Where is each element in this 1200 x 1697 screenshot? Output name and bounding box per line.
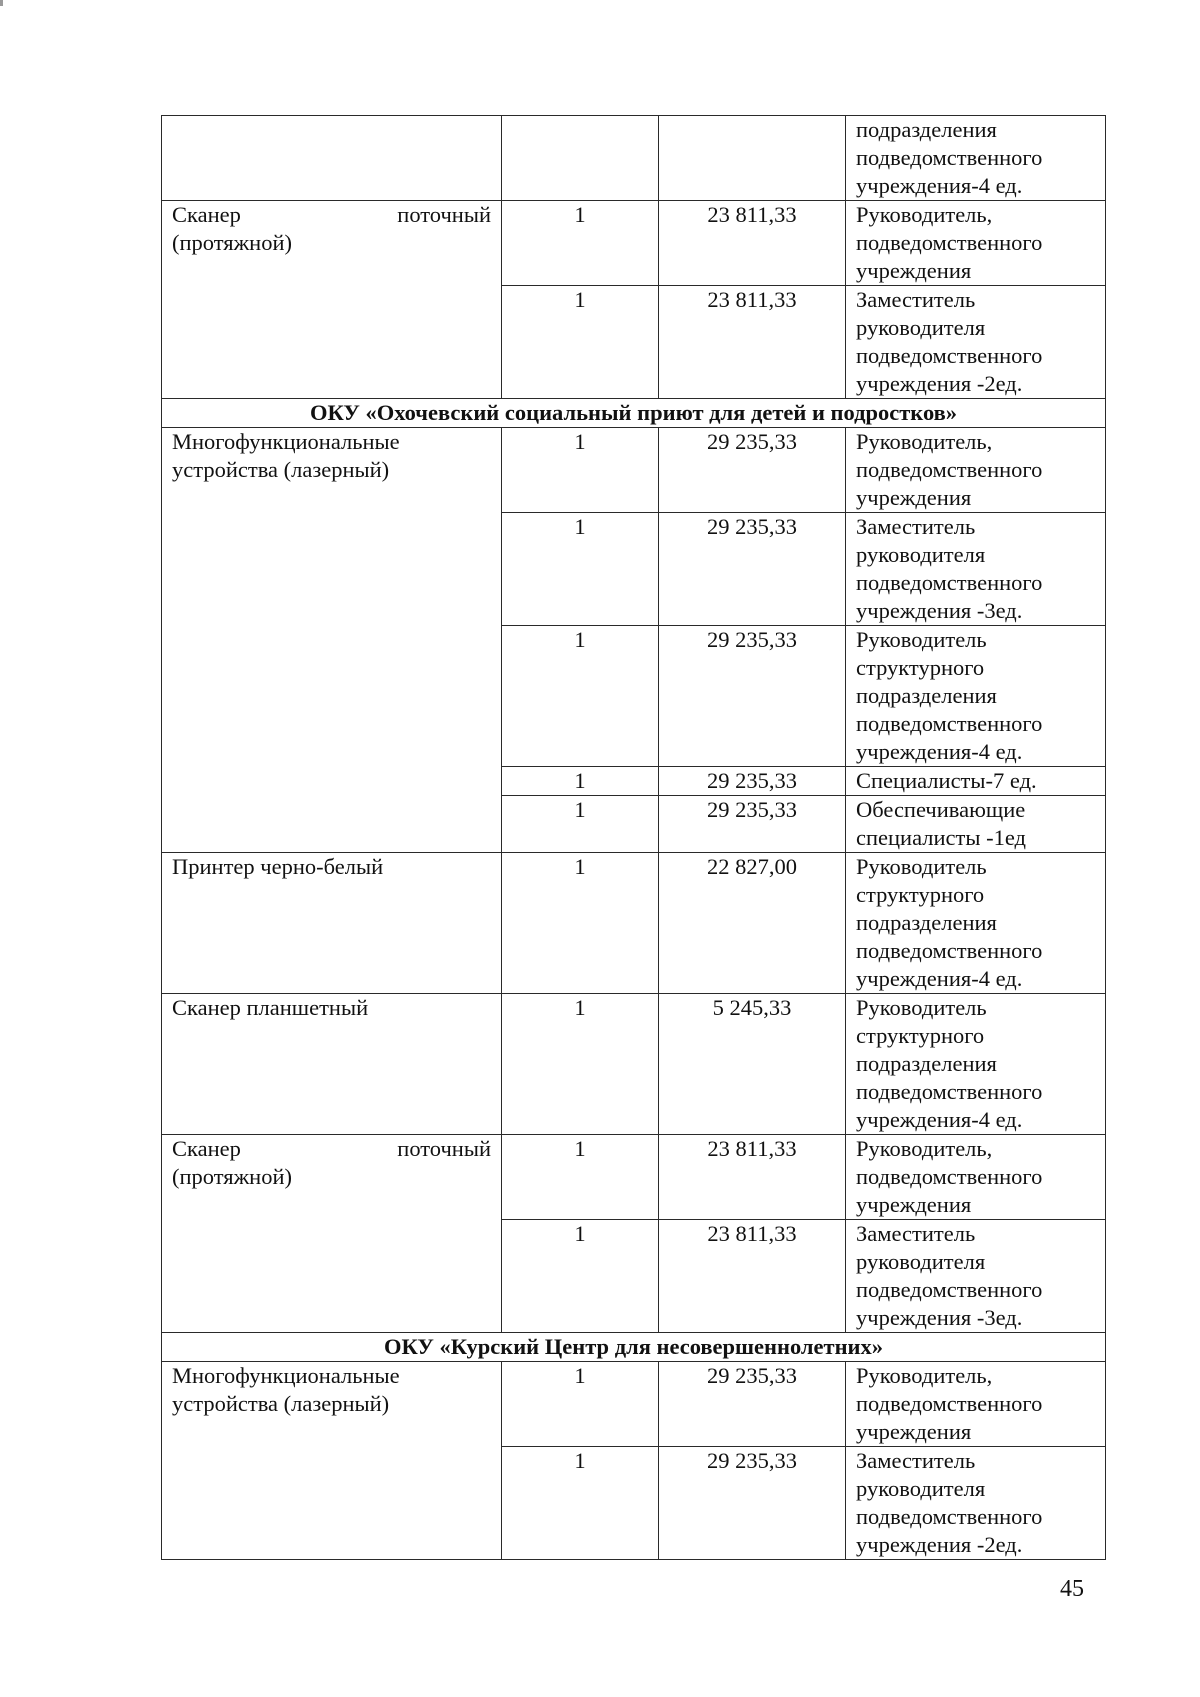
position-line: учреждения -3ед. [856, 598, 1023, 623]
position-line: учреждения -2ед. [856, 1532, 1023, 1557]
item-name-cell [162, 994, 502, 1135]
price-cell: 29 235,33 [659, 1362, 846, 1447]
quantity-cell: 1 [502, 994, 659, 1135]
position-line: подведомственного [856, 457, 1043, 482]
position-cell [846, 513, 1106, 626]
table-row [162, 428, 1106, 513]
price-cell: 23 811,33 [659, 1220, 846, 1333]
position-line: Заместитель [856, 1448, 976, 1473]
position-line: руководителя [856, 1476, 986, 1501]
position-line: учреждения-4 ед. [856, 739, 1023, 764]
table-row [162, 116, 1106, 201]
section-header-row [162, 1333, 1106, 1362]
position-line: Руководитель [856, 627, 987, 652]
position-line: учреждения [856, 1192, 972, 1217]
position-cell [846, 286, 1106, 399]
position-line: подведомственного [856, 1164, 1043, 1189]
position-cell [846, 994, 1106, 1135]
quantity-cell: 1 [502, 1220, 659, 1333]
position-cell [846, 1220, 1106, 1333]
price-cell: 23 811,33 [659, 286, 846, 399]
position-line: учреждения-4 ед. [856, 1107, 1023, 1132]
position-cell [846, 116, 1106, 201]
position-line: подведомственного [856, 570, 1043, 595]
position-line: учреждения [856, 485, 972, 510]
position-line: учреждения-4 ед. [856, 173, 1023, 198]
price-cell: 5 245,33 [659, 994, 846, 1135]
position-cell [846, 201, 1106, 286]
equipment-table [161, 115, 1106, 1560]
position-line: руководителя [856, 1249, 986, 1274]
item-name-word: поточный [397, 202, 491, 227]
item-name-line: Принтер черно-белый [172, 854, 384, 879]
item-name-line: устройства (лазерный) [172, 1391, 390, 1416]
item-name-cell [162, 853, 502, 994]
position-line: учреждения [856, 1419, 972, 1444]
item-name-word: Сканер [172, 1136, 241, 1161]
quantity-cell: 1 [502, 796, 659, 853]
item-name-cell [162, 428, 502, 853]
position-cell [846, 428, 1106, 513]
position-line: подразделения [856, 1051, 997, 1076]
position-line: Специалисты-7 ед. [856, 768, 1037, 793]
position-line: структурного [856, 655, 985, 680]
price-cell: 29 235,33 [659, 513, 846, 626]
section-title: ОКУ «Курский Центр для несовершеннолетних» [162, 1333, 1106, 1362]
price-cell: 29 235,33 [659, 428, 846, 513]
quantity-cell: 1 [502, 626, 659, 767]
item-name-line [172, 201, 491, 229]
position-line: Руководитель [856, 995, 987, 1020]
table-row [162, 1135, 1106, 1220]
position-cell [846, 1447, 1106, 1560]
quantity-cell: 1 [502, 1362, 659, 1447]
position-line: Заместитель [856, 514, 976, 539]
position-line: подведомственного [856, 1079, 1043, 1104]
page-number: 45 [1060, 1576, 1084, 1602]
quantity-cell: 1 [502, 428, 659, 513]
price-cell: 23 811,33 [659, 201, 846, 286]
item-name-cell [162, 1135, 502, 1333]
price-cell: 29 235,33 [659, 626, 846, 767]
position-line: подведомственного [856, 1504, 1043, 1529]
item-name-word: Сканер [172, 202, 241, 227]
price-cell: 23 811,33 [659, 1135, 846, 1220]
position-line: Обеспечивающие [856, 797, 1026, 822]
position-line: подведомственного [856, 230, 1043, 255]
table-row [162, 853, 1106, 994]
position-cell [846, 853, 1106, 994]
quantity-cell: 1 [502, 767, 659, 796]
position-line: специалисты -1ед [856, 825, 1026, 850]
table-row [162, 1362, 1106, 1447]
quantity-cell: 1 [502, 1135, 659, 1220]
item-name-line [172, 1135, 491, 1163]
position-line: руководителя [856, 542, 986, 567]
position-line: подведомственного [856, 711, 1043, 736]
position-line: учреждения [856, 258, 972, 283]
position-line: Руководитель, [856, 1136, 993, 1161]
position-line: учреждения -3ед. [856, 1305, 1023, 1330]
quantity-cell: 1 [502, 513, 659, 626]
position-line: подведомственного [856, 145, 1043, 170]
position-line: структурного [856, 1023, 985, 1048]
item-name-line: Сканер планшетный [172, 995, 369, 1020]
position-line: подразделения [856, 910, 997, 935]
position-line: подведомственного [856, 1277, 1043, 1302]
position-cell [846, 767, 1106, 796]
position-line: Руководитель, [856, 429, 993, 454]
table-row [162, 201, 1106, 286]
position-line: структурного [856, 882, 985, 907]
position-line: Заместитель [856, 1221, 976, 1246]
section-title: ОКУ «Охочевский социальный приют для детей и подростков» [162, 399, 1106, 428]
quantity-cell: 1 [502, 286, 659, 399]
position-cell [846, 1135, 1106, 1220]
position-cell [846, 1362, 1106, 1447]
item-name-line: устройства (лазерный) [172, 457, 390, 482]
quantity-cell: 1 [502, 201, 659, 286]
position-line: учреждения -2ед. [856, 371, 1023, 396]
quantity-cell [502, 116, 659, 201]
position-line: Руководитель [856, 854, 987, 879]
table-row [162, 994, 1106, 1135]
price-cell: 29 235,33 [659, 796, 846, 853]
position-line: подразделения [856, 117, 997, 142]
item-name-line: (протяжной) [172, 230, 292, 255]
position-line: Заместитель [856, 287, 976, 312]
section-header-row [162, 399, 1106, 428]
price-cell: 29 235,33 [659, 1447, 846, 1560]
price-cell [659, 116, 846, 201]
position-line: подведомственного [856, 343, 1043, 368]
position-line: руководителя [856, 315, 986, 340]
position-line: Руководитель, [856, 1363, 993, 1388]
item-name-cell [162, 1362, 502, 1560]
price-cell: 29 235,33 [659, 767, 846, 796]
position-cell [846, 796, 1106, 853]
position-line: подведомственного [856, 938, 1043, 963]
item-name-line: Многофункциональные [172, 429, 400, 454]
position-line: подведомственного [856, 1391, 1043, 1416]
item-name-cell [162, 116, 502, 201]
price-cell: 22 827,00 [659, 853, 846, 994]
quantity-cell: 1 [502, 1447, 659, 1560]
item-name-line: Многофункциональные [172, 1363, 400, 1388]
position-cell [846, 626, 1106, 767]
quantity-cell: 1 [502, 853, 659, 994]
scan-artifact [0, 0, 3, 6]
position-line: подразделения [856, 683, 997, 708]
item-name-line: (протяжной) [172, 1164, 292, 1189]
position-line: учреждения-4 ед. [856, 966, 1023, 991]
position-line: Руководитель, [856, 202, 993, 227]
item-name-cell [162, 201, 502, 399]
item-name-word: поточный [397, 1136, 491, 1161]
